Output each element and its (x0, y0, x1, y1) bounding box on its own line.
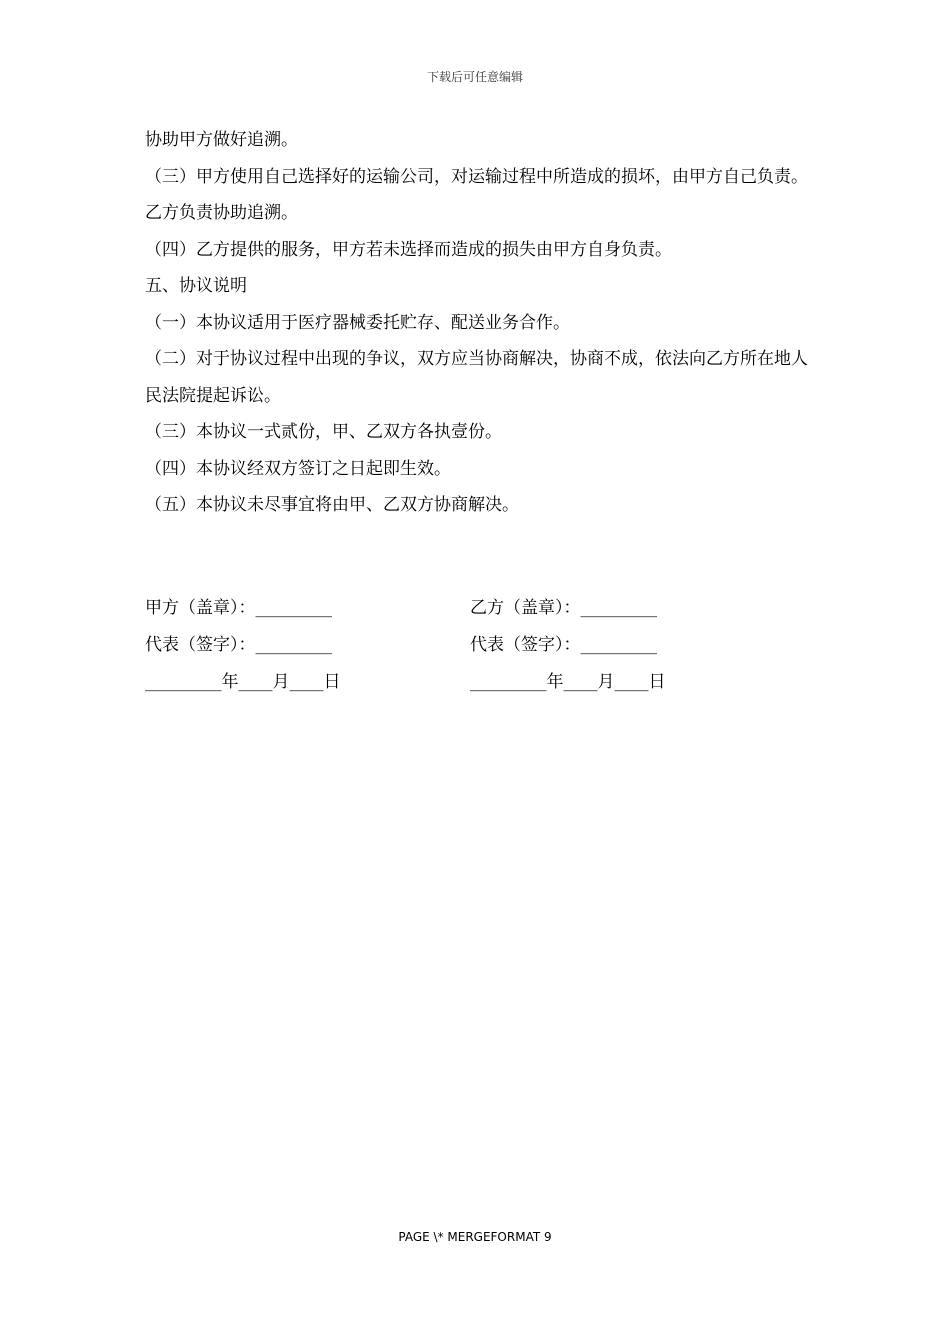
party-b-representative-field: 代表（签字）：_________ (470, 635, 657, 655)
party-b-date-field: _________年____月____日 (470, 672, 666, 692)
party-a-representative-field: 代表（签字）：_________ (145, 635, 332, 655)
paragraph-clause-3: （三）甲方使用自己选择好的运输公司，对运输过程中所造成的损坏，由甲方自己负责。乙方负责协助追溯。 (145, 166, 808, 223)
signature-row-date (145, 664, 810, 701)
paragraph-clause-4: （四）乙方提供的服务，甲方若未选择而造成的损失由甲方自身负责。 (145, 239, 672, 260)
page-footer-field: PAGE \* MERGEFORMAT 9 (398, 1230, 552, 1244)
party-b-seal-field: 乙方（盖章）：_________ (470, 598, 657, 618)
signature-row-representative (145, 627, 810, 664)
signature-row-seal (145, 590, 810, 627)
section-heading-5: 五、协议说明 (145, 276, 247, 296)
party-a-seal-field: 甲方（盖章）：_________ (145, 598, 332, 618)
paragraph-section5-3: （三）本协议一式贰份，甲、乙双方各执壹份。 (145, 422, 502, 442)
party-a-date-field: _________年____月____日 (145, 672, 341, 692)
signature-block (145, 590, 810, 701)
paragraph-continuation: 协助甲方做好追溯。 (145, 130, 298, 150)
paragraph-section5-5: （五）本协议未尽事宜将由甲、乙双方协商解决。 (145, 495, 519, 515)
agreement-body (145, 122, 810, 524)
paragraph-section5-1: （一）本协议适用于医疗器械委托贮存、配送业务合作。 (145, 312, 570, 333)
paragraph-section5-2: （二）对于协议过程中出现的争议，双方应当协商解决，协商不成，依法向乙方所在地人民法院提起诉讼。 (145, 349, 808, 406)
paragraph-section5-4: （四）本协议经双方签订之日起即生效。 (145, 458, 451, 479)
page-header-note: 下载后可任意编辑 (426, 70, 523, 84)
